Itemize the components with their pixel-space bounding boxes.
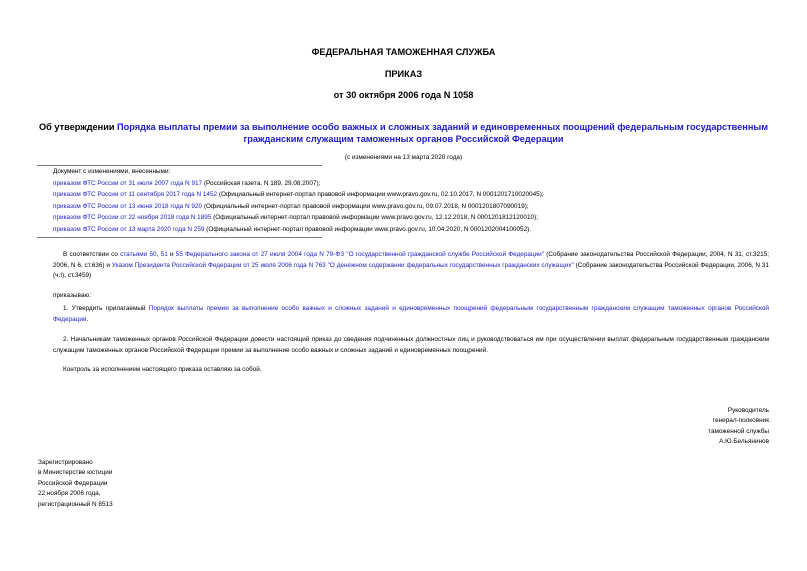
order-item-2: 2. Начальникам таможенных органов Российской Федерации довести настоящий приказ до сведения подчиненных должностных лиц и руководствоваться им при осуществлении выплат федеральным государственным гражданским служащим таможенных органов Российской Федерации премии за выполнение особо важных и сложных заданий и единовременных поощрений. [53,336,769,354]
change-text: (Официальный интернет-портал правовой информации www.pravo.gov.ru, 12.12.2018, N 0001201812120010); [211,214,538,222]
signature-name: А.Ю.Бельянинов [719,438,769,446]
change-item [53,212,544,224]
registration-date: 22 ноября 2006 года, [38,490,101,498]
procedure-link[interactable]: Порядок выплаты премии за выполнение особо важных и сложных заданий и единовременных поощрений федеральным государственным гражданским служащим таможенных органов Российской Федерации [53,305,769,323]
preamble-link-federal-law[interactable]: 55 Федерального закона от 27 июля 2004 года N 79-ФЗ "О государственной гражданской службе Российской Федерации" [175,251,545,258]
order-item-1-prefix: 1. Утвердить прилагаемый [63,305,149,312]
change-link[interactable]: приказом ФТС России от 13 июня 2018 года N 920 [53,202,203,210]
changes-block [53,166,544,236]
order-item-1-suffix: . [86,315,89,323]
agency-name: ФЕДЕРАЛЬНАЯ ТАМОЖЕННАЯ СЛУЖБА [311,47,496,57]
revision-note: (с изменениями на 13 марта 2020 года) [344,154,463,161]
title-link-line2[interactable]: гражданским служащим таможенных органов Российской Федерации [243,134,564,144]
document-date-number: от 30 октября 2006 года N 1058 [333,90,474,100]
order-item-1 [53,304,769,325]
title-link-line1[interactable]: Порядка выплаты премии за выполнение особо важных и сложных заданий и единовременных поощрений федеральным государственным [117,122,769,132]
change-text: (Официальный интернет-портал правовой информации www.pravo.gov.ru, 09.07.2018, N 0001201807090019); [202,202,529,210]
change-item [53,178,544,190]
registration-line: Российской Федерации [38,479,108,487]
change-item [53,201,544,213]
preamble-text: и [167,251,176,258]
preamble-text: В соответствии со [63,251,121,258]
signature-position: Руководитель [727,407,769,414]
preamble-text: (Собрание законодательства Российской Федерации, 2006, N 31 (ч.I), ст.3459) [53,261,769,280]
change-text: (Официальный интернет-портал правовой информации www.pravo.gov.ru, 02.10.2017, N 0001201710020045); [217,191,544,199]
title-prefix: Об утверждении [38,122,118,132]
change-link[interactable]: приказом ФТС России от 22 ноября 2018 года N 1895 [53,214,212,222]
preamble-text: , [156,251,161,258]
preamble [53,250,769,282]
change-text: (Российская газета, N 189, 29.08.2007); [202,179,321,187]
change-item [53,189,544,201]
registration-line: Зарегистрировано [38,459,93,466]
changes-intro: Документ с изменениями, внесенными: [53,168,171,175]
registration-line: в Министерстве юстиции [38,469,113,477]
signature-service: таможенной службы [708,427,769,435]
preamble-link-art50[interactable]: статьями 50 [120,251,157,258]
change-link[interactable]: приказом ФТС России от 11 сентября 2017 года N 1452 [53,191,218,199]
signature-rank: генерал-полковник [712,417,769,425]
preamble-link-presidential-decree[interactable]: Указом Президента Российской Федерации от 25 июля 2006 года N 763 "О денежном содержании федеральных государственных гражданских служащих" [111,261,574,269]
change-link[interactable]: приказом ФТС России от 13 марта 2020 года N 259 [53,225,205,233]
registration-number: регистрационный N 8513 [38,500,113,508]
document-title [0,121,807,145]
change-link[interactable]: приказом ФТС России от 31 июля 2007 года N 917 [53,179,203,187]
document-type: ПРИКАЗ [384,69,423,79]
change-item [53,224,544,236]
divider-bottom [37,237,322,238]
orders-label: приказываю: [53,292,91,299]
change-text: (Официальный интернет-портал правовой информации www.pravo.gov.ru, 10.04.2020, N 0001202004100052). [204,225,532,233]
registration-block [38,458,113,510]
preamble-link-art51[interactable]: 51 [160,251,168,258]
preamble-text: (Собрание законодательства Российской Федерации, 2004, N 31, ст.3215; 2006, N 6, ст.636) и [53,251,770,269]
signature-block [708,406,769,448]
order-item-3: Контроль за исполнением настоящего приказа оставляю за собой. [63,366,262,373]
